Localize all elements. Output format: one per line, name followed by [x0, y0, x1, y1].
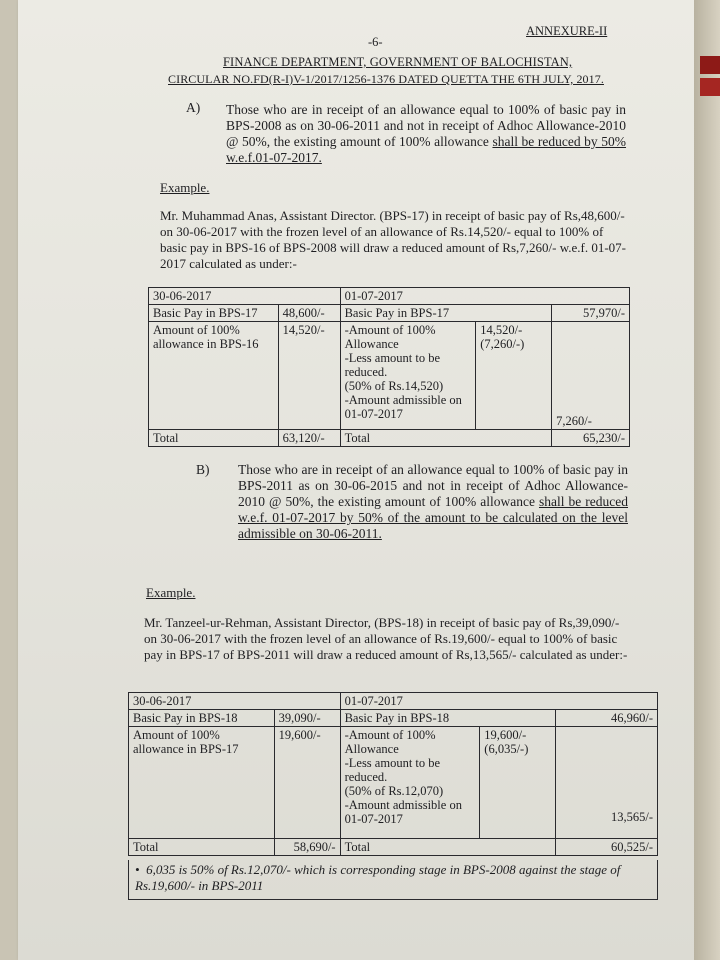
- basic-pay-old: 48,600/-: [278, 305, 340, 322]
- example-a-label: Example.: [160, 180, 210, 195]
- background-documents-edge: [694, 0, 720, 960]
- footnote: [128, 860, 658, 900]
- section-b-text-plain: Those who are in receipt of an allowance equal to 100% of basic pay in BPS-2011 as on 30-06-2015 and not in receipt of Adhoc Allowance-2010 @ 50%, the existing amount of 100% allowance: [238, 462, 628, 509]
- date-new: 01-07-2017: [340, 288, 629, 305]
- department-heading: FINANCE DEPARTMENT, GOVERNMENT OF BALOCHISTAN,: [223, 55, 573, 69]
- example-b-text: Mr. Tanzeel-ur-Rehman, Assistant Director, (BPS-18) in receipt of basic pay of Rs,39,090/- on 30-06-2017 with the frozen level of an allowance of Rs.19,600/- equal to 100% of basic pay in BPS-17 of BPS-2011 will draw a reduced amount of Rs,13,565/- calculated as under:-: [144, 615, 628, 662]
- footnote-text: 6,035 is 50% of Rs.12,070/- which is corresponding stage in BPS-2008 against the stage of Rs.19,600/- in BPS-2011: [135, 862, 621, 893]
- example-a-text: Mr. Muhammad Anas, Assistant Director. (BPS-17) in receipt of basic pay of Rs,48,600/- on 30-06-2017 with the frozen level of an allowance of Rs.14,520/- equal to 100% of basic pay in BPS-16 of BPS-2008 will draw a reduced amount of Rs,7,260/- w.e.f. 01-07-2017 calculated as under:-: [160, 208, 627, 271]
- total-label: Total: [149, 430, 279, 447]
- example-b-label: Example.: [146, 585, 196, 600]
- allowance-label: Amount of 100% allowance in BPS-17: [129, 727, 275, 839]
- basic-pay-new: 46,960/-: [556, 710, 658, 727]
- allowance-old: 14,520/-: [278, 322, 340, 430]
- example-b-table: [128, 692, 658, 856]
- total-new: 60,525/-: [556, 839, 658, 856]
- basic-pay-label: Basic Pay in BPS-17: [149, 305, 279, 322]
- section-a-text-underlined: shall be reduced by 50% w.e.f.01-07-2017.: [226, 134, 627, 165]
- basic-pay-old: 39,090/-: [274, 710, 340, 727]
- admissible-amount: 13,565/-: [556, 727, 658, 839]
- calc-values: 14,520/- (7,260/-): [476, 322, 552, 430]
- total-label-new: Total: [340, 430, 552, 447]
- calc-values: 19,600/- (6,035/-): [480, 727, 556, 839]
- section-b-marker: B): [196, 462, 210, 477]
- total-new: 65,230/-: [552, 430, 630, 447]
- basic-pay-label-new: Basic Pay in BPS-17: [340, 305, 552, 322]
- total-old: 63,120/-: [278, 430, 340, 447]
- allowance-old: 19,600/-: [274, 727, 340, 839]
- section-a-text: [226, 102, 626, 166]
- background-tab-decoration: [700, 78, 720, 96]
- basic-pay-new: 57,970/-: [552, 305, 630, 322]
- annexure-label: ANNEXURE-II: [526, 24, 608, 38]
- total-label: Total: [129, 839, 275, 856]
- document-page: [18, 0, 694, 960]
- admissible-amount: 7,260/-: [552, 322, 630, 430]
- basic-pay-label-new: Basic Pay in BPS-18: [340, 710, 556, 727]
- date-old: 30-06-2017: [129, 693, 341, 710]
- basic-pay-label: Basic Pay in BPS-18: [129, 710, 275, 727]
- bullet-icon: •: [135, 862, 147, 877]
- circular-heading: CIRCULAR NO.FD(R-I)V-1/2017/1256-1376 DATED QUETTA THE 6TH JULY, 2017.: [168, 72, 604, 86]
- background-tab-decoration: [700, 56, 720, 74]
- section-b-text-underlined: shall be reduced w.e.f. 01-07-2017 by 50% of the amount to be calculated on the level admissible on 30-06-2011.: [238, 494, 628, 541]
- date-new: 01-07-2017: [340, 693, 657, 710]
- example-a-table: [148, 287, 630, 447]
- calc-lines: -Amount of 100% Allowance -Less amount to be reduced. (50% of Rs.12,070) -Amount admissible on 01-07-2017: [340, 727, 480, 839]
- date-old: 30-06-2017: [149, 288, 341, 305]
- section-a-marker: A): [186, 100, 201, 115]
- section-b-text: [238, 462, 628, 542]
- total-old: 58,690/-: [274, 839, 340, 856]
- calc-lines: -Amount of 100% Allowance -Less amount to be reduced. (50% of Rs.14,520) -Amount admissible on 01-07-2017: [340, 322, 476, 430]
- section-a-text-plain: Those who are in receipt of an allowance equal to 100% of basic pay in BPS-2008 as on 30-06-2011 and not in receipt of Adhoc Allowance-2010 @ 50%, the existing amount of 100% allowance: [226, 102, 626, 149]
- total-label-new: Total: [340, 839, 556, 856]
- page-number: -6-: [368, 35, 383, 49]
- allowance-label: Amount of 100% allowance in BPS-16: [149, 322, 279, 430]
